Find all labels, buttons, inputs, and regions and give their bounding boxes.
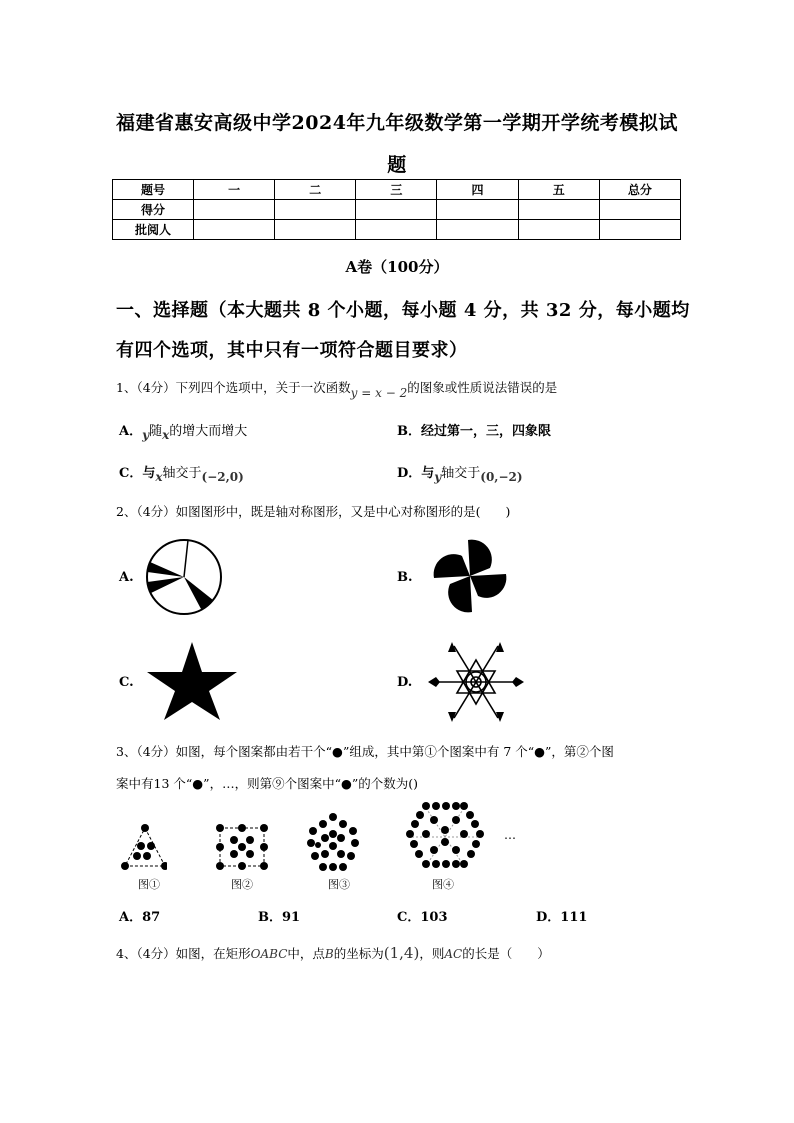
- q1-formula: y = x − 2: [350, 386, 408, 400]
- pie-figure: [145, 538, 225, 616]
- q3-option-c[interactable]: C．103: [397, 910, 448, 925]
- page-title-cont: 题: [387, 154, 407, 176]
- question-4-stem: [116, 944, 550, 962]
- q2-option-c-label[interactable]: C.: [119, 675, 134, 690]
- volume-heading: A卷（100分）: [345, 258, 449, 276]
- question-3-stem: 3、（4分）如图，每个图案都由若干个“●”组成，其中第①个图案中有 7 个“●”，第②个图: [116, 744, 614, 759]
- option-text: 轴交于: [162, 466, 202, 481]
- math-var: x: [162, 428, 170, 442]
- row-label: 批阅人: [113, 220, 194, 240]
- option-label: D．与: [397, 466, 435, 481]
- pattern-ellipsis: …: [504, 828, 516, 842]
- math-var: B: [324, 947, 334, 961]
- score-table-row: [113, 200, 681, 220]
- score-cell[interactable]: [599, 200, 680, 220]
- dot-pattern-3: [303, 812, 363, 874]
- dot-pattern-2: [214, 822, 270, 874]
- score-cell[interactable]: [194, 220, 275, 240]
- math-point: (−2,0): [201, 470, 244, 484]
- q4-stem-part: 4、（4分）如图，在矩形: [116, 946, 251, 961]
- score-cell[interactable]: [356, 220, 437, 240]
- score-cell[interactable]: [599, 220, 680, 240]
- q2-option-a-label[interactable]: A.: [119, 570, 134, 585]
- score-cell[interactable]: [356, 200, 437, 220]
- math-point: (1,4): [383, 944, 420, 962]
- star-figure: [145, 640, 239, 722]
- q1-stem-part: 的图象或性质说法错误的是: [407, 380, 558, 395]
- section-heading-cont: 有四个选项，其中只有一项符合题目要求）: [116, 340, 468, 361]
- snowflake-figure: [424, 640, 528, 724]
- row-label: 得分: [113, 200, 194, 220]
- option-text: 的增大而增大: [169, 424, 248, 439]
- header-cell: 二: [275, 180, 356, 200]
- dot-pattern-4: [406, 800, 484, 874]
- option-text: B．经过第一，三，四象限: [397, 424, 551, 439]
- option-text: 轴交于: [441, 466, 481, 481]
- math-var: OABC: [250, 947, 288, 961]
- option-label: A．: [119, 424, 143, 439]
- score-cell[interactable]: [194, 200, 275, 220]
- option-text: 随: [149, 424, 163, 439]
- score-table-row: [113, 220, 681, 240]
- q1-option-b[interactable]: [397, 420, 551, 439]
- header-cell: 总分: [599, 180, 680, 200]
- pinwheel-figure: [422, 536, 518, 616]
- score-cell[interactable]: [275, 200, 356, 220]
- q3-option-b[interactable]: B．91: [258, 910, 301, 925]
- q3-option-d[interactable]: D．111: [536, 910, 588, 925]
- pattern-caption-3: 图③: [328, 878, 350, 891]
- header-cell: 一: [194, 180, 275, 200]
- score-cell[interactable]: [437, 200, 518, 220]
- q2-option-d-label[interactable]: D.: [397, 675, 413, 690]
- score-cell[interactable]: [518, 220, 599, 240]
- q4-stem-part: ，则: [419, 946, 445, 961]
- q3-option-a[interactable]: A．87: [119, 910, 161, 925]
- score-cell[interactable]: [275, 220, 356, 240]
- q2-option-b-label[interactable]: B.: [397, 570, 413, 585]
- pattern-caption-2: 图②: [231, 878, 253, 891]
- question-3-stem-cont: 案中有13 个“●”，…，则第⑨个图案中“●”的个数为(): [116, 776, 419, 791]
- q4-stem-part: 的坐标为: [333, 946, 384, 961]
- math-var: y: [434, 470, 442, 484]
- header-cell: 三: [356, 180, 437, 200]
- math-var: AC: [444, 947, 463, 961]
- math-var: y: [142, 428, 150, 442]
- score-table: [112, 179, 681, 240]
- question-1-stem: [116, 378, 558, 400]
- pattern-caption-1: 图①: [138, 878, 160, 891]
- math-point: (0,−2): [480, 470, 523, 484]
- header-cell: 题号: [113, 180, 194, 200]
- q1-stem-part: 1、（4分）下列四个选项中，关于一次函数: [116, 380, 351, 395]
- header-cell: 五: [518, 180, 599, 200]
- option-label: C．与: [119, 466, 156, 481]
- score-cell[interactable]: [518, 200, 599, 220]
- q4-stem-part: 中，点: [287, 946, 325, 961]
- score-table-header-row: [113, 180, 681, 200]
- score-cell[interactable]: [437, 220, 518, 240]
- q1-option-a[interactable]: [119, 420, 248, 442]
- q1-option-c[interactable]: [119, 462, 244, 484]
- dot-pattern-1: [117, 822, 167, 874]
- q4-stem-part: 的长是（ ）: [462, 946, 550, 961]
- question-2-stem: 2、（4分）如图图形中，既是轴对称图形，又是中心对称图形的是( ): [116, 504, 511, 519]
- q1-option-d[interactable]: [397, 462, 523, 484]
- pattern-caption-4: 图④: [432, 878, 454, 891]
- page-title: 福建省惠安高级中学2024年九年级数学第一学期开学统考模拟试: [116, 112, 678, 134]
- section-heading: 一、选择题（本大题共 8 个小题，每小题 4 分，共 32 分，每小题均: [116, 300, 690, 321]
- header-cell: 四: [437, 180, 518, 200]
- math-var: x: [155, 470, 163, 484]
